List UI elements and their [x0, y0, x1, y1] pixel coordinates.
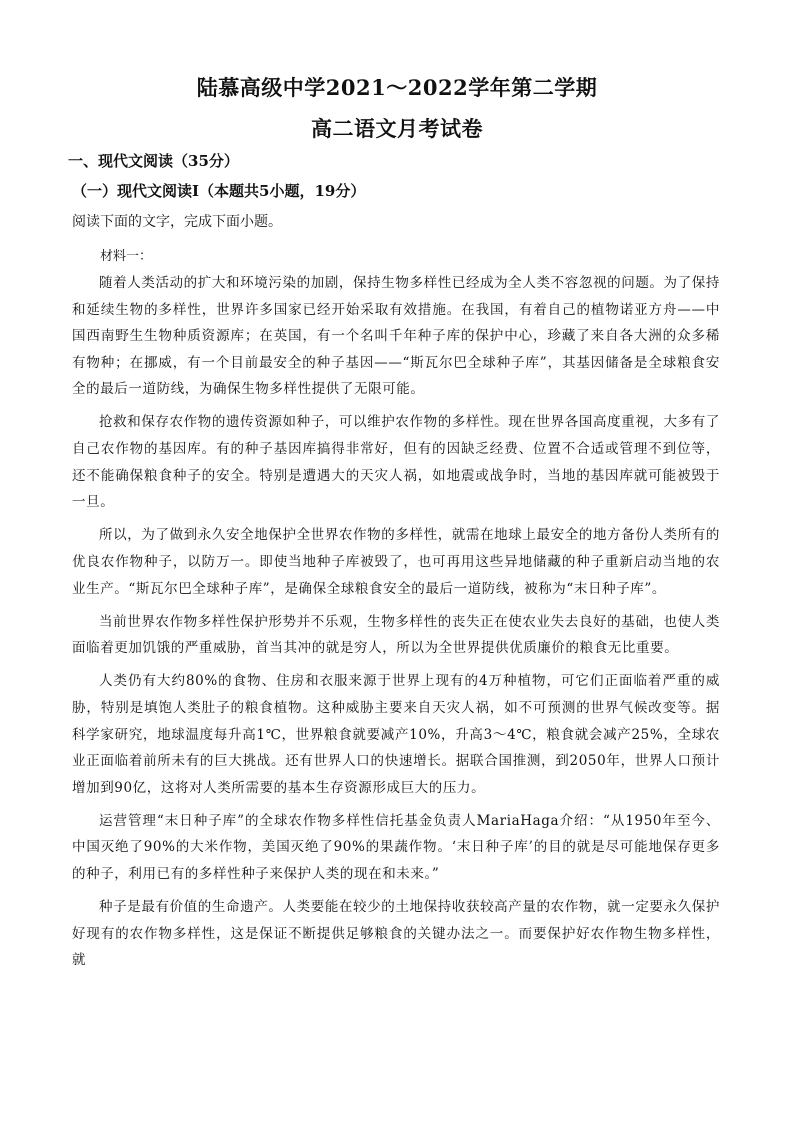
material-label: 材料一：: [100, 249, 153, 264]
paragraph: 人类仍有大约80%的食物、住房和衣服来源于世界上现有的4万种植物，可它们正面临着严重的威胁，特别是填饱人类肚子的粮食植物。这种威胁主要来自天灾人祸，如不可预测的世界气候改变等。据科学家研究，地球温度每升高1℃，世界粮食就要减产10%，升高3～4℃，粮食就会减产25%，全球农业正面临着前所未有的巨大挑战。还有世界人口的快速增长。据联合国推测，到2050年，世界人口预计增加到90亿，这将对人类所需要的基本生存资源形成巨大的压力。: [72, 673, 720, 796]
section-heading: 一、现代文阅读（35分）: [68, 152, 239, 170]
sub-section-heading: （一）现代文阅读Ⅰ（本题共5小题，19分）: [72, 182, 366, 200]
paragraph: 当前世界农作物多样性保护形势并不乐观，生物多样性的丧失正在使农业失去良好的基础，也使人类面临着更加饥饿的严重威胁，首当其冲的就是穷人，所以为全世界提供优质廉价的粮食无比重要。: [72, 613, 720, 657]
material-body: [72, 270, 720, 980]
paragraph: 所以，为了做到永久安全地保护全世界农作物的多样性，就需在地球上最安全的地方备份人类所有的优良农作物种子，以防万一。即使当地种子库被毁了，也可再用这些异地储藏的种子重新启动当地的农业生产。“斯瓦尔巴全球种子库”，是确保全球粮食安全的最后一道防线，被称为“末日种子库”。: [72, 527, 720, 597]
exam-title-line2: 高二语文月考试卷: [311, 116, 483, 141]
paragraph: 种子是最有价值的生命遗产。人类要能在较少的土地保持收获较高产量的农作物，就一定要永久保护好现有的农作物多样性，这是保证不断提供足够粮食的关键办法之一。而要保护好农作物生物多样性，就: [72, 899, 720, 969]
paragraph: 随着人类活动的扩大和环境污染的加剧，保持生物多样性已经成为全人类不容忽视的问题。为了保持和延续生物的多样性，世界许多国家已经开始采取有效措施。在我国，有着自己的植物诺亚方舟——中国西南野生生物种质资源库；在英国，有一个名叫千年种子库的保护中心，珍藏了来自各大洲的众多稀有物种；在挪威，有一个目前最安全的种子基因——“斯瓦尔巴全球种子库”，其基因储备是全球粮食安全的最后一道防线，为确保生物多样性提供了无限可能。: [72, 275, 720, 398]
paragraph: 抢救和保存农作物的遗传资源如种子，可以维护农作物的多样性。现在世界各国高度重视，大多有了自己农作物的基因库。有的种子基因库搞得非常好，但有的因缺乏经费、位置不合适或管理不到位等，还不能确保粮食种子的安全。特别是遭遇大的天灾人祸，如地震或战争时，当地的基因库就可能被毁于一旦。: [72, 414, 720, 511]
exam-title-line1: 陆慕高级中学2021～2022学年第二学期: [196, 75, 598, 100]
paragraph: 运营管理“末日种子库”的全球农作物多样性信托基金负责人MariaHaga介绍：“从1950年至今、中国灭绝了90%的大米作物，美国灭绝了90%的果蔬作物。‘末日种子库’的目的就是尽可能地保存更多的种子，利用已有的多样性种子来保护人类的现在和未来。”: [72, 812, 720, 882]
reading-instruction: 阅读下面的文字，完成下面小题。: [72, 214, 282, 230]
